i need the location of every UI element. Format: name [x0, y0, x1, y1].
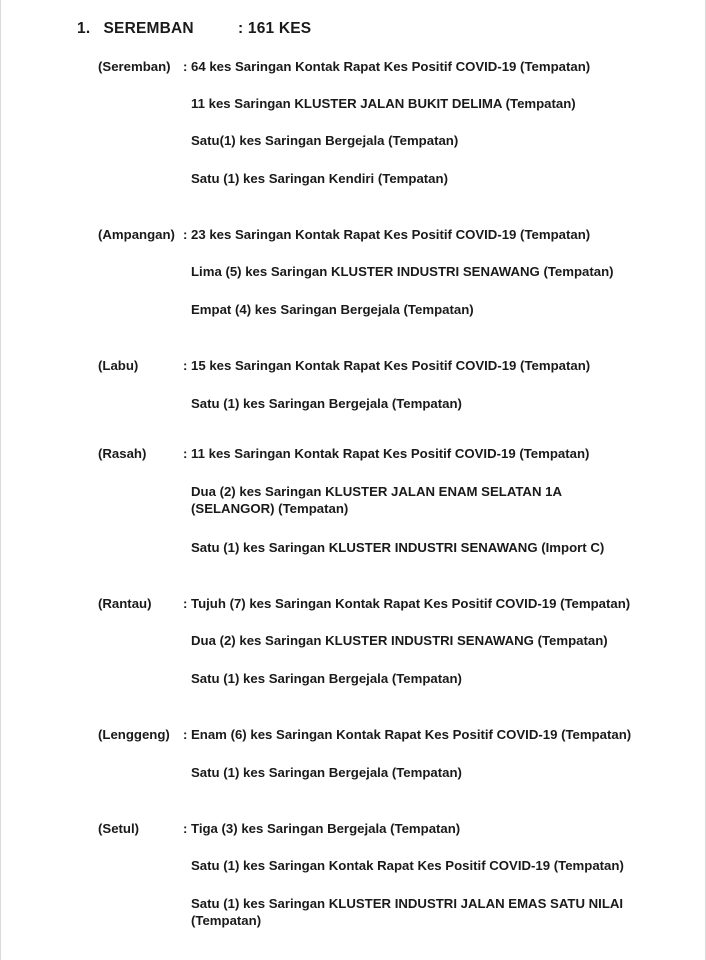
area-colon: :: [183, 596, 188, 611]
heading-total: : 161 KES: [238, 20, 312, 37]
case-entry: 15 kes Saringan Kontak Rapat Kes Positif COVID-19 (Tempatan): [191, 358, 591, 373]
case-entry: Satu (1) kes Saringan Bergejala (Tempatan): [191, 765, 462, 780]
case-entry: 23 kes Saringan Kontak Rapat Kes Positif COVID-19 (Tempatan): [191, 227, 591, 242]
area-label-lenggeng: (Lenggeng): [98, 727, 170, 742]
area-label-setul: (Setul): [98, 821, 140, 836]
case-entry: Empat (4) kes Saringan Bergejala (Tempatan): [191, 302, 474, 317]
case-entry: Satu (1) kes Saringan Kendiri (Tempatan): [191, 171, 448, 186]
area-label-rasah: (Rasah): [98, 446, 147, 461]
area-label-rantau: (Rantau): [98, 596, 152, 611]
case-entry: Dua (2) kes Saringan KLUSTER JALAN ENAM SELATAN 1A (SELANGOR) (Tempatan): [191, 484, 562, 516]
case-entry: Satu (1) kes Saringan Bergejala (Tempatan): [191, 671, 462, 686]
case-entry: Satu(1) kes Saringan Bergejala (Tempatan): [191, 133, 459, 148]
heading-number: 1.: [77, 20, 91, 37]
area-colon: :: [183, 227, 188, 242]
case-entry: 64 kes Saringan Kontak Rapat Kes Positif COVID-19 (Tempatan): [191, 59, 591, 74]
area-colon: :: [183, 59, 188, 74]
case-entry: Satu (1) kes Saringan Bergejala (Tempatan): [191, 396, 462, 411]
case-entry: Lima (5) kes Saringan KLUSTER INDUSTRI SENAWANG (Tempatan): [191, 264, 614, 279]
case-entry: 11 kes Saringan Kontak Rapat Kes Positif COVID-19 (Tempatan): [191, 446, 590, 461]
case-entry: Satu (1) kes Saringan Kontak Rapat Kes Positif COVID-19 (Tempatan): [191, 858, 624, 873]
case-entry: Tujuh (7) kes Saringan Kontak Rapat Kes Positif COVID-19 (Tempatan): [191, 596, 631, 611]
area-label-ampangan: (Ampangan): [98, 227, 175, 242]
case-entry: Satu (1) kes Saringan KLUSTER INDUSTRI SENAWANG (Import C): [191, 540, 605, 555]
area-colon: :: [183, 358, 188, 373]
district-heading: [77, 20, 311, 38]
case-entry: 11 kes Saringan KLUSTER JALAN BUKIT DELIMA (Tempatan): [191, 96, 576, 111]
case-entry: Satu (1) kes Saringan KLUSTER INDUSTRI JALAN EMAS SATU NILAI (Tempatan): [191, 896, 624, 928]
area-colon: :: [183, 446, 188, 461]
area-colon: :: [183, 727, 188, 742]
case-entry: Dua (2) kes Saringan KLUSTER INDUSTRI SENAWANG (Tempatan): [191, 633, 608, 648]
area-label-seremban: (Seremban): [98, 59, 171, 74]
area-colon: :: [183, 821, 188, 836]
case-entry: Enam (6) kes Saringan Kontak Rapat Kes Positif COVID-19 (Tempatan): [191, 727, 632, 742]
area-label-labu: (Labu): [98, 358, 139, 373]
heading-district: SEREMBAN: [103, 20, 194, 37]
case-entry: Tiga (3) kes Saringan Bergejala (Tempatan): [191, 821, 461, 836]
